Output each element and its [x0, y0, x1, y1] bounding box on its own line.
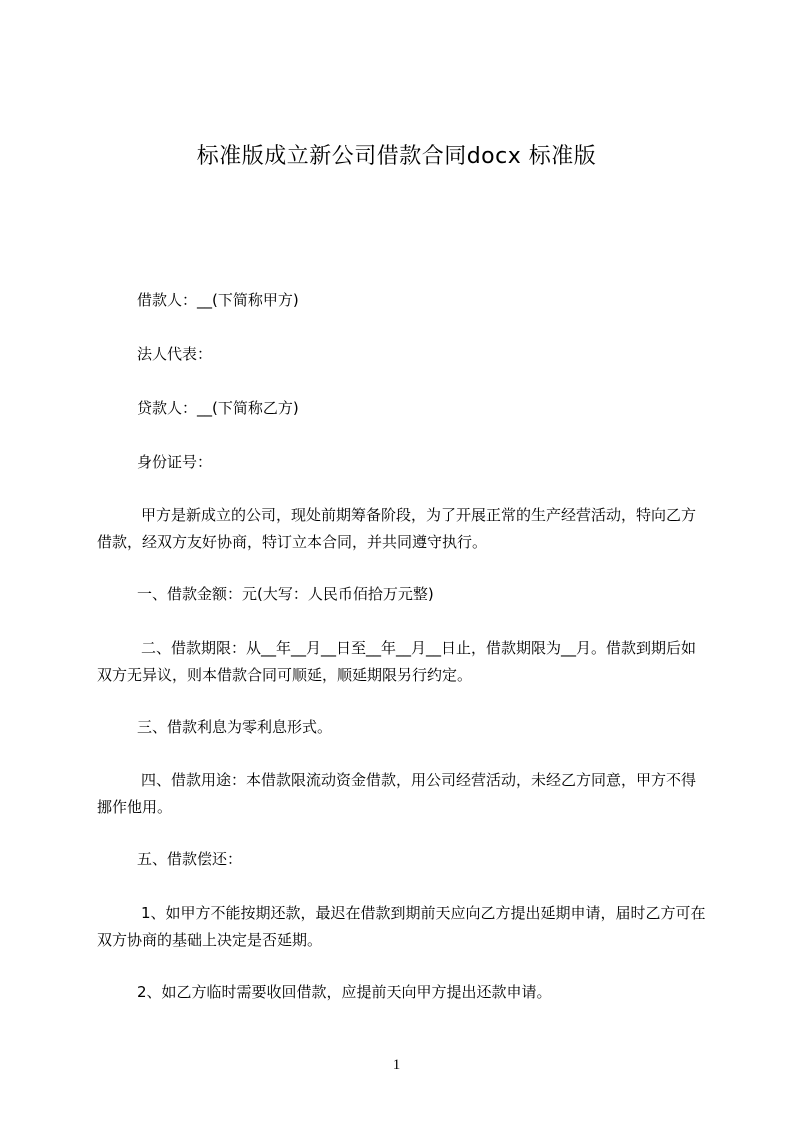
repayment-item-2 [97, 979, 707, 1006]
clause-loan-term [97, 635, 707, 689]
paragraph-text: 法人代表： [137, 345, 213, 363]
paragraph-text: 五、借款偿还： [137, 850, 243, 868]
paragraph-text: 一、借款金额：元(大写：人民币佰拾万元整) [137, 585, 434, 603]
document-title: 标准版成立新公司借款合同docx 标准版 [196, 144, 597, 169]
page-number: 1 [392, 1057, 401, 1073]
paragraph-text: 四、借款用途：本借款限流动资金借款，用公司经营活动，未经乙方同意，甲方不得挪作他用。 [97, 771, 697, 816]
preamble-paragraph [97, 502, 707, 556]
lender-line [97, 395, 707, 422]
paragraph-text: 借款人：__(下简称甲方) [137, 291, 299, 309]
repayment-item-1 [97, 900, 707, 954]
clause-loan-interest [97, 714, 707, 741]
legal-representative-line [97, 341, 707, 368]
borrower-line [97, 287, 707, 314]
clause-loan-amount [97, 581, 707, 608]
paragraph-text: 1、如甲方不能按期还款，最迟在借款到期前天应向乙方提出延期申请，届时乙方可在双方协商的基础上决定是否延期。 [97, 904, 706, 949]
id-number-line [97, 449, 707, 476]
clause-loan-repayment [97, 846, 707, 873]
paragraph-text: 贷款人：__(下简称乙方) [137, 399, 299, 417]
paragraph-text: 二、借款期限：从__年__月__日至__年__月__日止，借款期限为__月。借款到期后如双方无异议，则本借款合同可顺延，顺延期限另行约定。 [97, 639, 697, 684]
paragraph-text: 三、借款利息为零利息形式。 [137, 718, 333, 736]
clause-loan-purpose [97, 767, 707, 821]
paragraph-text: 甲方是新成立的公司，现处前期筹备阶段，为了开展正常的生产经营活动，特向乙方借款，经双方友好协商，特订立本合同，并共同遵守执行。 [97, 506, 697, 551]
paragraph-text: 2、如乙方临时需要收回借款，应提前天向甲方提出还款申请。 [137, 983, 552, 1001]
paragraph-text: 身份证号： [137, 453, 213, 471]
